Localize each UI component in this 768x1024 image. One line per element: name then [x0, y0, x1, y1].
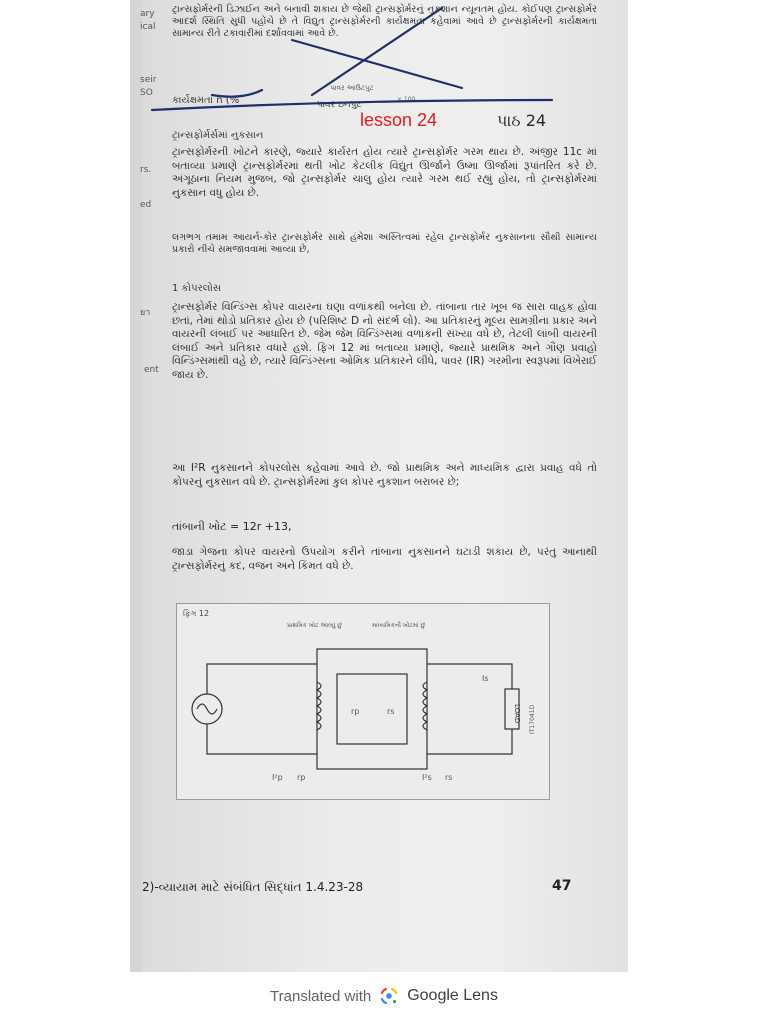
- margin-note: ยา: [140, 308, 151, 318]
- efficiency-paragraph: ટ્રાન્સફોર્મરની ડિઝાઈન અને બનાવી શકાય છે જેથી ટ્રાન્સફોર્મરનું નુકશાન ન્યૂનતમ હોય. કોઈપણ ટ્રાન્સફોર્મર આદર્શ સ્થિતિ સુધી પહોંચે છે તે વિદ્યુત ટ્રાન્સફોર્મરની કાર્યક્ષમતા કહેવામાં આવે છે ટ્રાન્સફોર્મરની કાર્યક્ષમતા સામાન્ય રીતે ટકાવારીમાં દર્શાવવામાં આવે છે.: [172, 4, 597, 39]
- formula-denominator: પાવર ઇનપુટ: [317, 100, 362, 110]
- copper-loss-paragraph: ટ્રાન્સફોર્મર વિન્ડિંગ્સ કોપર વાયરના ઘણા વળાંકથી બનેલા છે. તાંબાના તાર ખૂબ જ સારા વાહક હોવા છતાં, તેમાં થોડો પ્રતિકાર હોય છે (પરિશિષ્ટ D નો સંદર્ભ લો). આ પ્રતિકારનું મૂલ્ય સામગ્રીના પ્રકાર અને વાયરની લંબાઈ પર આધારિત છે. જેમ જેમ વિન્ડિંગ્સમાં વળાંકની સંખ્યા વધે છે, તેટલી લાંબી વાયરની લંબાઈ અને પ્રતિકાર વધારે હશે. ફિગ 12 માં બતાવ્યા પ્રમાણે, જ્યારે પ્રાથમિક અને ગૌણ પ્રવાહો વિન્ડિંગ્સમાંથી વહે છે, ત્યારે વિન્ડિંગ્સના ઓમિક પ્રતિકારને લીધે, પાવર (IR) ગરમીના સ્વરૂપમાં વિખેરાઈ જાય છે.: [172, 301, 597, 381]
- margin-note: rs.: [140, 165, 152, 175]
- rp-bottom-label: rp: [297, 773, 306, 782]
- rs-label: rs: [387, 707, 395, 716]
- primary-loss-label: પ્રાથમિક ખોટ આવ્યું છું: [287, 622, 342, 629]
- margin-note: ical: [140, 22, 156, 32]
- formula-multiplier: × 100: [397, 96, 416, 103]
- secondary-wire: [427, 664, 512, 754]
- rs-bottom-label: rs: [445, 773, 453, 782]
- margin-note: ary: [140, 9, 155, 19]
- lesson-annotation: lesson 24: [360, 110, 438, 130]
- load-label: LOAD: [513, 704, 521, 724]
- formula-numerator: પાવર આઉટપુટ: [330, 84, 374, 92]
- losses-heading: ટ્રાન્સફોર્મર્સમાં નુકસાન: [172, 130, 264, 141]
- hand-mark: [212, 90, 262, 97]
- losses-paragraph: ટ્રાન્સફોર્મરની ખોટને કારણે, જ્યારે કાર્યરત હોય ત્યારે ટ્રાન્સફોર્મર ગરમ થાય છે. અંજીર 11c માં બતાવ્યા પ્રમાણે ટ્રાન્સફોર્મરમાં થતી ખોટ કેટલીક વિદ્યુત ઊર્જાને ઉષ્મા ઊર્જામાં રૂપાંતરિત કરે છે. અંગૂઠાના નિયમ મુજબ, જો ટ્રાન્સફોર્મર ચાલુ હોય ત્યારે ગરમ થઈ રહ્યું હોય, તો ટ્રાન્સફોર્મરમાં નુકસાન વધુ હોય છે.: [172, 146, 597, 199]
- figure-transformer-circuit: [176, 603, 550, 800]
- primary-top-wire: [207, 664, 317, 694]
- strike-line: [292, 40, 462, 88]
- primary-winding: [317, 682, 321, 730]
- primary-bottom-wire: [207, 724, 317, 754]
- transformer-core: [317, 649, 427, 769]
- circuit-diagram: [177, 604, 549, 799]
- secondary-winding: [423, 682, 427, 730]
- margin-note: SO: [140, 88, 153, 98]
- page-number: 47: [552, 878, 572, 894]
- figure-code: IT17041D: [529, 704, 536, 734]
- rp-label: rp: [351, 707, 360, 716]
- secondary-loss-label: માધ્યમિકની ખોટમાં છું: [372, 622, 426, 629]
- i2r-paragraph: આ I²R નુકસાનને કોપરલોસ કહેવામાં આવે છે. જો પ્રાથમિક અને માધ્યમિક દ્વારા પ્રવાહ વધે તો કોપરનું નુકસાન વધે છે. ટ્રાન્સફોર્મરમાં કુલ કોપર નુકશાન બરાબર છે;: [172, 462, 597, 488]
- handwritten-annotations: [142, 0, 628, 140]
- figure-label: ફિગ 12: [183, 609, 210, 618]
- copper-loss-heading: 1 કોપરલોસ: [172, 283, 221, 294]
- is2-label: I²s: [422, 773, 432, 782]
- sine-wave-icon: [197, 704, 217, 714]
- margin-note: ed: [140, 200, 152, 210]
- lens-prefix: Translated with: [270, 987, 372, 1005]
- document-photo: [142, 0, 628, 972]
- core-window: [337, 674, 407, 744]
- gauge-paragraph: જાડા ગેજના કોપર વાયરનો ઉપયોગ કરીને તાંબાના નુકસાનને ઘટાડી શકાય છે, પરંતુ આનાથી ટ્રાન્સફોર્મરનું કદ, વજન અને કિંમત વધે છે.: [172, 546, 597, 572]
- margin-note: seir: [140, 75, 157, 85]
- google-lens-icon: [379, 986, 399, 1006]
- margin-note: ent: [144, 365, 159, 375]
- page-footer: 2)-વ્યાયામ માટે સંબંધિત સિદ્ધાંત 1.4.23-28: [142, 880, 364, 894]
- is-label: Is: [482, 674, 489, 683]
- ip2-label: I²p: [272, 773, 283, 782]
- google-lens-banner: [0, 986, 768, 1006]
- loss-types-paragraph: લગભગ તમામ આયર્ન-કોર ટ્રાન્સફોર્મર સાથે હંમેશા અસ્તિત્વમાં રહેલ ટ્રાન્સફોર્મર નુકસાનના સૌથી સામાન્ય પ્રકારો નીચે સમજાવવામાં આવ્યા છે,: [172, 232, 597, 255]
- lens-brand: Google Lens: [407, 987, 498, 1004]
- copper-loss-equation: તાંબાની ખોટ = 12r +13,: [172, 520, 292, 533]
- efficiency-formula-lhs: કાર્યક્ષમતા n (%: [172, 95, 240, 106]
- underline-stroke: [152, 100, 552, 110]
- lesson-number: પાઠ 24: [497, 111, 547, 130]
